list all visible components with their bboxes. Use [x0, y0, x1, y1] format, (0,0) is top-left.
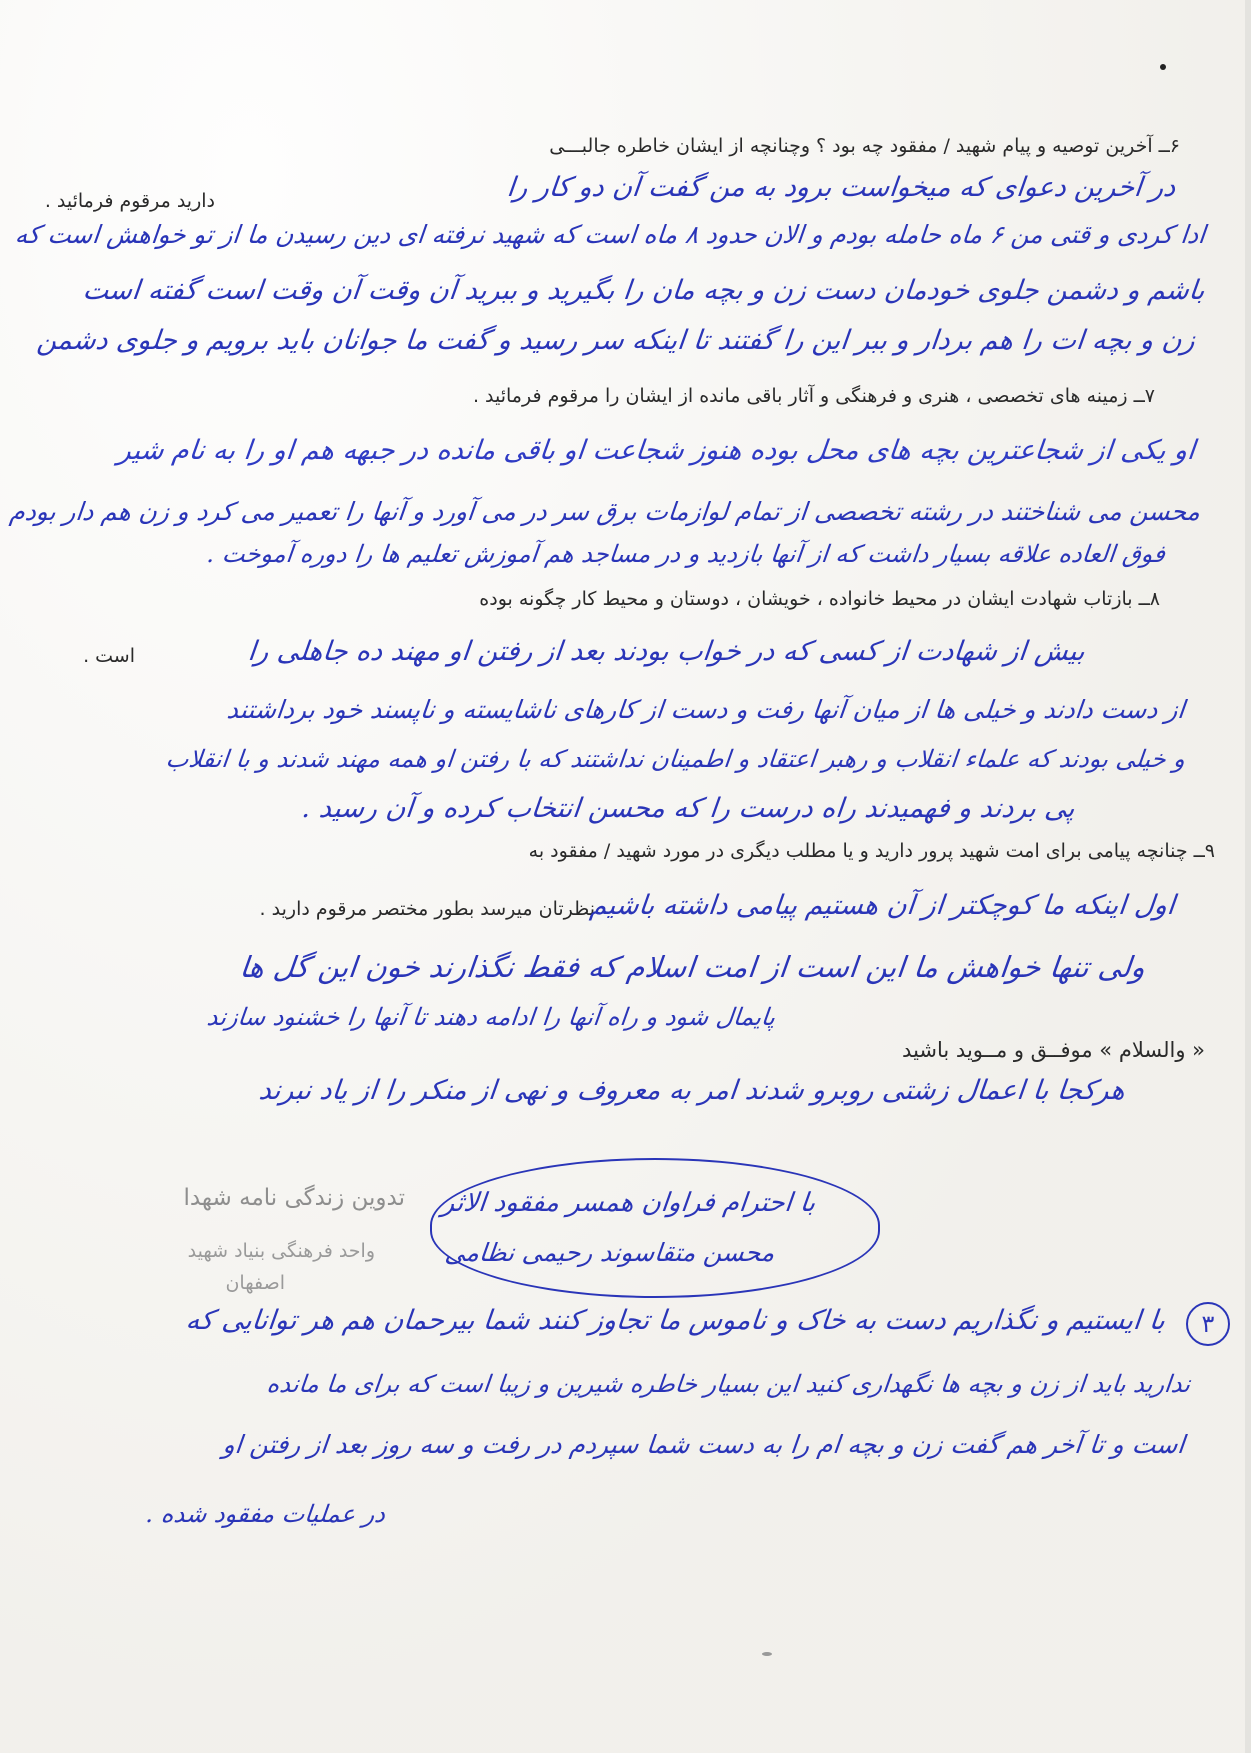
- q6-printed-line-2: دارید مرقوم فرمائید .: [44, 190, 215, 212]
- org-line-3: اصفهان: [225, 1272, 285, 1294]
- q9-closing: « والسلام » موفــق و مــوید باشید: [902, 1038, 1205, 1062]
- q6-answer-line-1: در آخرین دعوای که میخواست برود به من گفت آن دو کار را: [504, 172, 1177, 203]
- signature-oval: [430, 1158, 880, 1298]
- q8-answer-line-1: بیش از شهادت از کسی که در خواب بودند بعد از رفتن او مهند ده جاهلی را: [246, 636, 1087, 667]
- q6-printed-line-1: ۶ــ آخرین توصیه و پیام شهید / مفقود چه بود ؟ وچنانچه از ایشان خاطره جالبـــی: [549, 135, 1180, 157]
- q8-answer-line-3: و خیلی بودند که علماء انقلاب و رهبر اعتقاد و اطمینان نداشتند که با رفتن او همه مهند شدند و با انقلاب: [164, 745, 1187, 773]
- p3-answer-line-1: با ایستیم و نگذاریم دست به خاک و ناموس ما تجاوز کنند شما بیرحمان هم هر توانایی که: [184, 1305, 1167, 1336]
- q9-answer-line-3: پایمال شود و راه آنها را ادامه دهند تا آنها را خشنود سازند: [205, 1003, 777, 1031]
- org-line-2: واحد فرهنگی بنیاد شهید: [187, 1240, 375, 1262]
- q9-answer-line-2: ولی تنها خواهش ما این است از امت اسلام که فقط نگذارند خون این گل ها: [238, 950, 1147, 984]
- ink-dot: [1160, 64, 1166, 70]
- signature-line-2: محسن متقاسوند رحیمی نظامی: [443, 1238, 777, 1267]
- q7-answer-line-1: او یکی از شجاعترین بچه های محل بوده هنوز شجاعت او باقی مانده در جبهه هم او را به نام شیر: [116, 435, 1197, 466]
- signature-line-1: با احترام فراوان همسر مفقود الاثر: [440, 1188, 817, 1218]
- q9-answer-line-4: هرکجا با اعمال زشتی روبرو شدند امر به معروف و نهی از منکر را از یاد نبرند: [257, 1075, 1127, 1106]
- p3-answer-line-3: است و تا آخر هم گفت زن و بچه ام را به دست شما سپردم در رفت و سه روز بعد از رفتن او: [221, 1430, 1187, 1459]
- q6-answer-line-2: ادا کردی و قتی من ۶ ماه حامله بودم و الان حدود ۸ ماه است که شهید نرفته ای دین رسیدن ما از تو خواهش است که: [13, 220, 1207, 249]
- q8-printed-line-1: ۸ــ بازتاب شهادت ایشان در محیط خانواده ، خویشان ، دوستان و محیط کار چگونه بوده: [479, 588, 1160, 610]
- q8-answer-line-2: از دست دادند و خیلی ها از میان آنها رفت و دست از کارهای ناشایسته و ناپسند خود برداشتند: [225, 695, 1187, 724]
- q6-answer-line-3: باشم و دشمن جلوی خودمان دست زن و بچه مان را بگیرید و ببرید آن وقت آن وقت است گفته است: [81, 275, 1207, 306]
- org-line-1: تدوین زندگی نامه شهدا: [183, 1185, 405, 1211]
- ink-dot: [762, 1652, 772, 1656]
- q9-answer-line-1: اول اینکه ما کوچکتر از آن هستیم پیامی داشته باشیم: [588, 890, 1177, 921]
- q8-printed-line-2: است .: [83, 645, 135, 667]
- q6-answer-line-4: زن و بچه ات را هم بردار و ببر این را گفتند تا اینکه سر رسید و گفت ما جوانان باید برویم و جلوی دشمن: [35, 325, 1197, 356]
- q7-printed-line: ۷ــ زمینه های تخصصی ، هنری و فرهنگی و آثار باقی مانده از ایشان را مرقوم فرمائید .: [472, 385, 1155, 407]
- q7-answer-line-3: فوق العاده علاقه بسیار داشت که از آنها بازدید و در مساجد هم آموزش تعلیم ها را دوره آموخت .: [205, 540, 1167, 568]
- page-number-badge: ۳: [1186, 1302, 1230, 1346]
- q7-answer-line-2: محسن می شناختند در رشته تخصصی از تمام لوازمات برق سر در می آورد و آنها را تعمیر می کرد و زن هم دار بودم: [8, 497, 1202, 526]
- p3-answer-line-4: در عملیات مفقود شده .: [144, 1500, 387, 1528]
- q9-printed-line-2: نظرتان میرسد بطور مختصر مرقوم دارید .: [259, 898, 595, 920]
- p3-answer-line-2: ندارید باید از زن و بچه ها نگهداری کنید این بسیار خاطره شیرین و زیبا است که برای ما مانده: [265, 1370, 1192, 1398]
- q9-printed-line-1: ۹ــ چنانچه پیامی برای امت شهید پرور دارید و یا مطلب دیگری در مورد شهید / مفقود به: [528, 840, 1215, 862]
- q8-answer-line-4: پی بردند و فهمیدند راه درست را که محسن انتخاب کرده و آن رسید .: [300, 793, 1077, 824]
